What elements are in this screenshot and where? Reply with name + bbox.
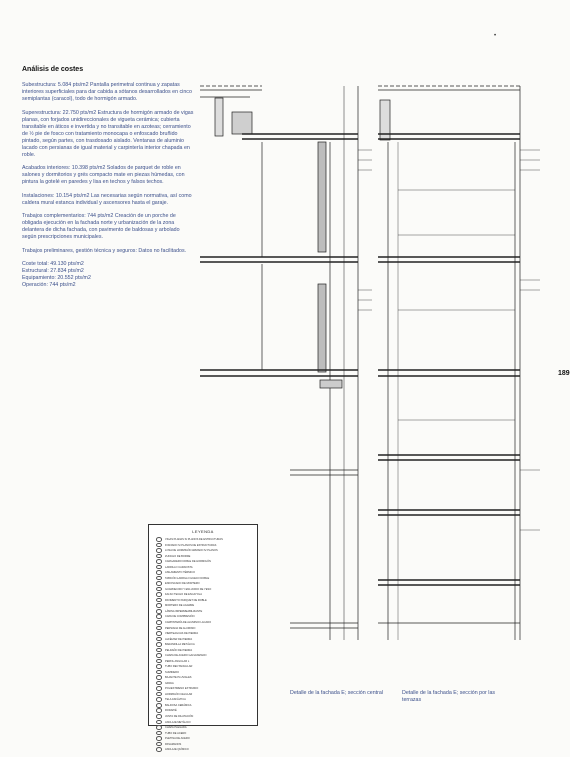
legend-number-icon — [156, 736, 162, 741]
legend-number-icon — [156, 570, 162, 575]
legend-number-icon — [156, 708, 162, 713]
cost-structural: Estructural: 27.834 pts/m2 — [22, 268, 84, 274]
legend-item-label: LADRILLO CARAVISTA — [165, 565, 193, 569]
legend-number-icon — [156, 587, 162, 592]
cost-equipment: Equipamiento: 20.552 pts/m2 — [22, 275, 91, 281]
cost-paragraph: Subestructura: 5.084 pts/m2 Pantalla perimetral continua y zapatas interiores superficiales para dar cabida a sótanos desarrollados en cinco semiplantas (caracol), todo de hormigón armado. — [22, 82, 192, 102]
legend-number-icon — [156, 731, 162, 736]
page-number: 189 — [558, 370, 570, 377]
corner-mark: • — [494, 33, 497, 39]
legend-item-label: BAJANTE PLUVIALES — [165, 676, 192, 680]
legend-box — [148, 524, 258, 752]
legend-number-icon — [156, 681, 162, 686]
legend-title: LEYENDA — [192, 529, 214, 534]
legend-item-label: GUARNECIDO Y ENLUCIDO DE YESO — [165, 587, 212, 591]
cost-operation: Operación: 744 pts/m2 — [22, 282, 76, 288]
legend-number-icon — [156, 653, 162, 658]
cost-paragraph: Trabajos preliminares, gestión técnica y seguros: Datos no facilitados. — [22, 247, 187, 254]
legend-item-label: CARGADERO DOBLE DE HORMIGÓN — [165, 560, 211, 564]
legend-number-icon — [156, 675, 162, 680]
legend-number-icon — [156, 598, 162, 603]
legend-number-icon — [156, 554, 162, 559]
legend-item-label: ANCLAJE METÁLICO — [165, 720, 191, 724]
cost-paragraph: Superestructura: 22.750 pts/m2 Estructura de hormigón armado de vigas planas, con forjados unidireccionales de vigueta cerámica; cubierta transitable en áticos e invertida y no transitable en azoteas; cerramiento de ½ pie de fosco con tratamiento monocapa o enfoscado bruñido pintado, según partes, con trasdosado aislado. Ventanas de aluminio lacado con persianas de igual material y carpintería interior chapada en roble. — [22, 109, 194, 158]
legend-item-label: MORTERO DE AGARRE — [165, 604, 195, 608]
legend-item-label: FALSO TECHO DE ESCAYOLA — [165, 593, 202, 597]
cost-total: Coste total: 49.130 pts/m2 — [22, 261, 84, 267]
cost-analysis-heading: Análisis de costes — [22, 66, 84, 73]
legend-number-icon — [156, 614, 162, 619]
legend-item-label: PELDAÑO DE PIEDRA — [165, 648, 193, 652]
cost-paragraph: Acabados interiores: 10.398 pts/m2 Solados de parquet de roble en salones y dormitorios y grés compacto mate en piezas húmedas, con pintura la gotelé en paredes y lisa en techos y falsos techos. — [22, 165, 185, 185]
legend-item-label: PASAMANOS — [165, 742, 182, 746]
legend-item-label: AISLAMIENTO TÉRMICO — [165, 571, 196, 575]
legend-item-label: ANCLAJE QUÍMICO — [165, 748, 189, 752]
legend-item-label: BARANDILLA METÁLICA — [165, 643, 195, 647]
legend-number-icon — [156, 720, 162, 725]
legend-number-icon — [156, 703, 162, 708]
legend-number-icon — [156, 686, 162, 691]
legend-number-icon — [156, 537, 162, 542]
legend-number-icon — [156, 648, 162, 653]
legend-item-label: VIERTEAGUAS DE PIEDRA — [165, 632, 199, 636]
legend-number-icon — [156, 603, 162, 608]
legend-number-icon — [156, 670, 162, 675]
legend-item-label: PAVIMENTO PARQUET DE ROBLE — [165, 598, 207, 602]
legend-item-label: PERFIL ANGULAR L — [165, 659, 190, 663]
legend-item-label: TUBO RECTANGULAR — [165, 665, 193, 669]
legend-number-icon — [156, 609, 162, 614]
legend-list — [156, 537, 257, 753]
caption-central: Detalle de la fachada E; sección central — [290, 690, 384, 696]
legend-number-icon — [156, 565, 162, 570]
legend-number-icon — [156, 664, 162, 669]
legend-item-label: HORMIGÓN CELULAR — [165, 692, 193, 696]
legend-item-label: LOSA DE HORMIGÓN ARMADO S/ PLANOS — [165, 549, 218, 553]
legend-number-icon — [156, 631, 162, 636]
legend-number-icon — [156, 592, 162, 597]
legend-number-icon — [156, 576, 162, 581]
legend-number-icon — [156, 742, 162, 747]
legend-number-icon — [156, 543, 162, 548]
legend-item-label: TUBO DE ACERO — [165, 731, 187, 735]
legend-number-icon — [156, 637, 162, 642]
legend-item-label: CAPA DE COMPRESIÓN — [165, 615, 195, 619]
legend-number-icon — [156, 697, 162, 702]
cost-paragraph: Trabajos complementarios: 744 pts/m2 Creación de un porche de obligada ejecución en la fachada norte y urbanización de la zona delantera de dicha fachada, con pavimento de baldosas y arbolado según prescripciones municipales. — [22, 213, 180, 240]
legend-item-label: TELA ASFÁLTICA — [165, 698, 186, 702]
legend-item-label: CHAPA DE ACERO GALVANIZADO — [165, 654, 207, 658]
legend-item — [156, 747, 257, 753]
legend-item-label: ZUNCHO DE BORDE — [165, 554, 191, 558]
legend-item-label: SUMIDERO — [165, 670, 179, 674]
legend-number-icon — [156, 581, 162, 586]
cost-paragraph: Instalaciones: 10.154 pts/m2 Las necesarias según normativa, así como caldera mural estanca individual y ascensores hasta el garaje. — [22, 192, 192, 206]
legend-number-icon — [156, 642, 162, 647]
legend-number-icon — [156, 747, 162, 752]
legend-item-label: FORJADO S/ PLANOS DE ESTRUCTURAS — [165, 543, 217, 547]
legend-item-label: RODAPIÉ — [165, 709, 177, 713]
legend-item-label: VIGAS PLANAS S/ PLANOS DE ESTRUCTURAS — [165, 537, 223, 541]
legend-item-label: CHAPA PLEGADA — [165, 726, 187, 730]
legend-item-label: LÁMINA IMPERMEABILIZANTE — [165, 609, 203, 613]
legend-item-label: BALDOSA CERÁMICA — [165, 703, 192, 707]
legend-number-icon — [156, 659, 162, 664]
legend-number-icon — [156, 548, 162, 553]
legend-item-label: POLIESTIRENO EXTRUIDO — [165, 687, 199, 691]
legend-item-label: PERSIANA DE ALUMINIO — [165, 626, 196, 630]
legend-item-label: CARPINTERÍA DE ALUMINIO LACADO — [165, 620, 212, 624]
legend-item-label: TABICÓN LADRILLO HUECO DOBLE — [165, 576, 210, 580]
legend-number-icon — [156, 559, 162, 564]
legend-item-label: PLETINA DE ACERO — [165, 737, 190, 741]
legend-number-icon — [156, 692, 162, 697]
legend-number-icon — [156, 620, 162, 625]
legend-item-label: ENFOSCADO DE MORTERO — [165, 582, 200, 586]
legend-number-icon — [156, 714, 162, 719]
legend-item-label: JUNTA DE DILATACIÓN — [165, 714, 194, 718]
legend-number-icon — [156, 626, 162, 631]
legend-item-label: ALFÉIZAR DE PIEDRA — [165, 637, 193, 641]
legend-item-label: GRAVA — [165, 681, 174, 685]
legend-number-icon — [156, 725, 162, 730]
caption-terraces: Detalle de la fachada E; sección por las terrazas — [402, 690, 496, 703]
section-terraces-drawing — [378, 86, 540, 640]
